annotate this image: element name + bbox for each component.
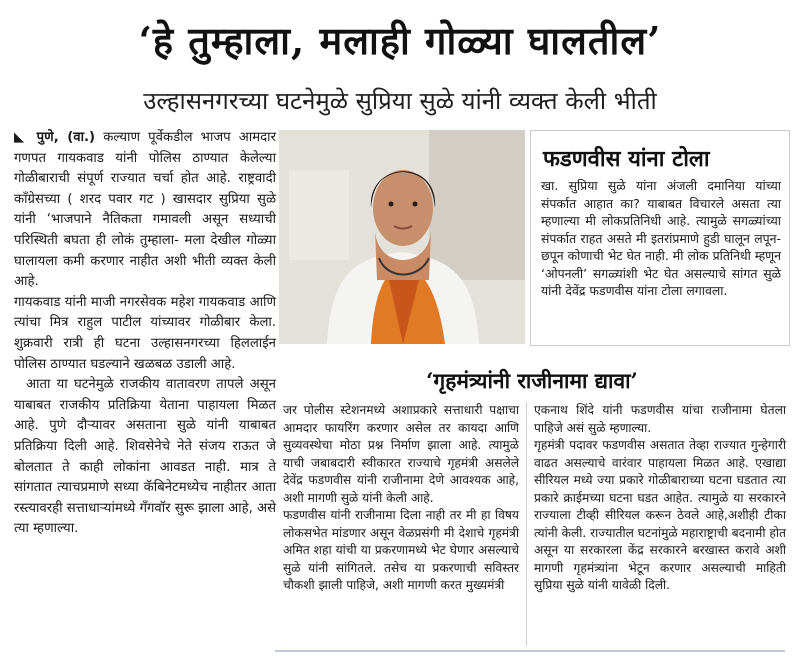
left-paragraph-2: गायकवाड यांनी माजी नगरसेवक महेश गायकवाड आणि त्यांचा मित्र राहुल पाटील यांच्यावर गोळीबार केला. शुक्रवारी रात्री ही घटना उल्हासनगरच्या हिललाईन पोलिस ठाण्यात घडल्याने खळबळ उडाली आहे. — [14, 294, 276, 372]
right-paragraph-2: गृहमंत्री पदावर फडणवीस असतात तेव्हा राज्यात गुन्हेगारी वाढत असल्याचे वारंवार पाहायला मिळत आहे. एखाद्या सीरियल मध्ये ज्या प्रकारे गोळीबाराच्या घटना घडतात त्या प्रकारे क्राईमच्या घटना घडत आहेत. त्यामुळे या सरकारने राज्याला टीव्ही सीरियल करून ठेवले आहे,अशीही टीका त्यांनी केली. राज्यातील घटनांमुळे महाराष्ट्राची बदनामी होत असून या सरकारला केंद्र सरकारने बरखास्त करावे अशी मागणी गृहमंत्र्यांना भेटून करणार असल्याची माहिती सुप्रिया सुळे यांनी यावेळी दिली. — [534, 438, 786, 592]
subheadline: उल्हासनगरच्या घटनेमुळे सुप्रिया सुळे यांनी व्यक्त केली भीती — [143, 87, 657, 115]
left-paragraph-1 — [14, 128, 276, 293]
right-paragraph-1: एकनाथ शिंदे यांनी फडणवीस यांचा राजीनामा घेतला पाहिजे असं सुळे म्हणाल्या. — [534, 403, 786, 435]
left-column — [14, 128, 276, 540]
sidebar-box-text: खा. सुप्रिया सुळे यांना अंजली दमानिया यांच्या संपर्कात आहात का? याबाबत विचारले असता त्या म्हणाल्या मी लोकप्रतिनिधी आहे. त्यामुळे सगळ्यांच्या संपर्कात राहत असते मी इतरांप्रमाणे हुडी घालून लपून-छपून कोणाची भेट घेत नाही. मी लोक प्रतिनिधी म्हणून ‘ओपनली’ सगळ्यांशी भेट घेत असल्याचे सांगत सुळे यांनी देवेंद्र फडणवीस यांना टोला लगावला. — [541, 178, 781, 298]
dateline: ◣ पुणे, (वा.) — [14, 130, 96, 145]
column-divider — [526, 402, 527, 646]
mid-paragraph-1: जर पोलीस स्टेशनमध्ये अशाप्रकारे सत्ताधारी पक्षाचा आमदार फायरिंग करणार असेल तर कायदा आणि सुव्यवस्थेचा मोठा प्रश्न निर्माण झाला आहे. त्यामुळे याची जबाबदारी स्वीकारत राज्याचे गृहमंत्री असलेले देवेंद्र फडणवीस यांनी राजीनामा देणे आवश्यक आहे, अशी मागणी सुळे यांनी केली आहे. — [283, 403, 519, 505]
sidebar-box-title: फडणवीस यांना टोला — [543, 146, 710, 172]
bottom-rule — [275, 650, 785, 652]
sidebar-box — [530, 130, 790, 346]
mid-paragraph-2: फडणवीस यांनी राजीनामा दिला नाही तर मी हा विषय लोकसभेत मांडणार असून वेळप्रसंगी मी देशाचे गृहमंत्री अमित शहा यांची या प्रकरणामध्ये भेट घेणार असल्याचे सुळे यांनी सांगितले. तसेच या प्रकरणाची सविस्तर चौकशी झाली पाहिजे, अशी मागणी करत मुख्यमंत्री — [283, 508, 519, 592]
headline: ‘हे तुम्हाला, मलाही गोळ्या घालतील’ — [138, 18, 662, 63]
middle-column — [283, 402, 519, 595]
right-column — [534, 402, 786, 595]
left-paragraph-3: आता या घटनेमुळे राजकीय वातावरण तापले असून याबाबत राजकीय प्रतिक्रिया येताना पाहायला मिळत आहे. पुणे दौऱ्यावर असताना सुळे यांनी याबाबत प्रतिक्रिया दिली आहे. शिवसेनेचे नेते संजय राऊत जे बोलतात ते काही लोकांना आवडत नाही. मात्र ते सांगतात त्याचप्रमाणे सध्या कॅबिनेटमध्येच नाहीतर आता रस्त्यावरही सत्ताधाऱ्यांमध्ये गँगवॉर सुरू झाला आहे, असे त्या म्हणाल्या. — [14, 377, 276, 537]
portrait-photo — [279, 130, 525, 344]
section-title: ‘गृहमंत्र्यांनी राजीनामा द्यावा’ — [426, 368, 638, 393]
left-paragraph-1-text: कल्याण पूर्वेकडील भाजप आमदार गणपत गायकवाड यांनी पोलिस ठाण्यात केलेल्या गोळीबाराची संपूर्ण राज्यात चर्चा होत आहे. राष्ट्रवादी काँग्रेसच्या ( शरद पवार गट ) खासदार सुप्रिया सुळे यांनी ‘भाजपाने नैतिकता गमावली असून सध्याची परिस्थिती बघता ही लोकं तुम्हाला- मला देखील गोळ्या घालायला कमी करणार नाहीत अशी भीती व्यक्त केली आहे. — [14, 130, 276, 290]
portrait-illustration — [279, 130, 525, 344]
